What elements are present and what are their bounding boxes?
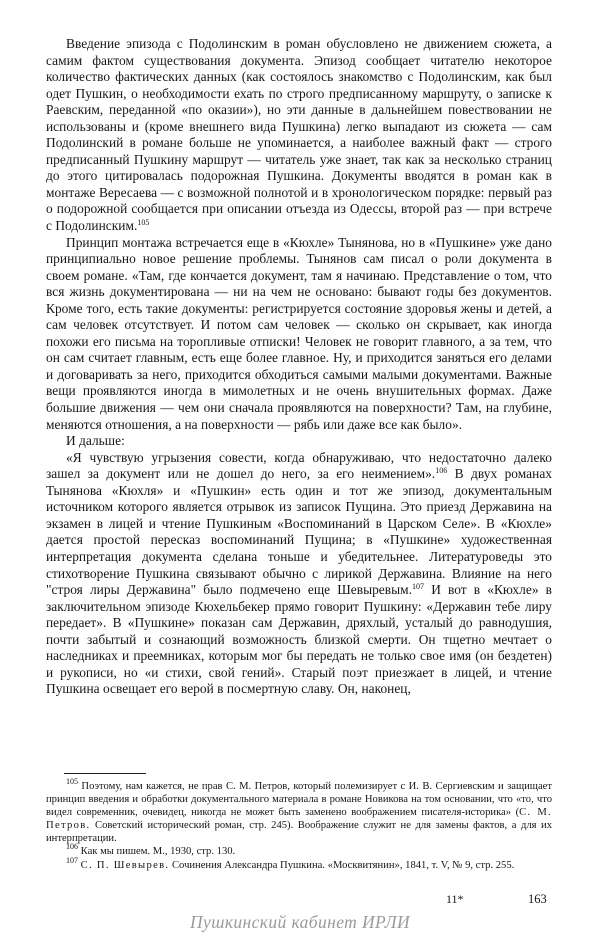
signature-mark: 11* bbox=[446, 892, 464, 906]
footnotes bbox=[46, 777, 552, 872]
paragraph-3: И дальше: bbox=[66, 433, 125, 449]
footnote-ref-107[interactable]: 107 bbox=[412, 582, 425, 592]
footnote-107: $^{107}$ С. П. Шевырев. Сочинения Александра Пушкина. «Москвитянин», 1841, т. V, № 9, стр. 255. bbox=[66, 855, 515, 871]
page-number: 163 bbox=[528, 892, 547, 906]
footnote-105: $^{105}$ Поэтому, нам кажется, не прав С. М. Петров, который полемизирует с И. В. Сергиевским и защищает принцип введения и обработки документального материала в романе Новикова на том основании, что «то, что видел современник, очевидец, никогда не может быть заменено воображением писателя-историка» (С. М. Петров. Советский исторический роман, стр. 245). Воображение служит не для замены фактов, а для их интерпретации. bbox=[46, 777, 552, 845]
footnote-divider bbox=[64, 773, 146, 774]
watermark: Пушкинский кабинет ИРЛИ bbox=[190, 912, 410, 932]
footnote-ref-106[interactable]: 106 bbox=[435, 466, 448, 476]
paragraph-1: Введение эпизода с Подолинским в роман обусловлено не движением сюжета, а самим фактом существования документа. Эпизод сообщает читателю некоторое количество фактических данных (как состоялось знакомство с Подолинским, как был одет Пушкин, о необходимости ехать по строго предписанному маршруту, о записке к Раевским, переданной «по оказии»), но эти данные в дальнейшем повествовании не использованы и (кроме внешнего вида Пушкина) легко выпадают из сюжета — сам Подолинский в романе больше не упоминается, а наиболее важный факт — строго предписанный Пушкину маршрут — читатель уже знает, так как за несколько страниц до этого цитировалась подорожная Пушкина. Документы вводятся в роман как в монтаже Вересаева — с возможной полнотой и в хронологическом порядке: первый раз о подорожной сообщается при описании отъезда из Одессы, второй раз — при встрече с Подолинским.$^{105}$ bbox=[46, 36, 552, 234]
paragraph-4: «Я чувствую угрызения совести, когда обнаруживаю, что недостаточно далеко зашел за документ или не дошел до него, за его неимением».$^{106}$ В двух романах Тынянова «Кюхля» и «Пушкин» есть один и тот же эпизод, документальным источником которого является отрывок из записок Пущина. Это приезд Державина на экзамен в лицей и чтение Пушкиным «Воспоминаний в Царском Селе». В «Кюхле» дается простой пересказ воспоминаний Пущина; в «Пушкине» художественная интерпретация документа сделана тоньше и убедительнее. Литературоведы это стихотворение Пушкина связывают обычно с лирикой Державина. Влияние на него "строя лиры Державина" было подмечено еще Шевыревым.$^{107}$ И вот в «Кюхле» в заключительном эпизоде Кюхельбекер прямо говорит Пушкину: «Державин тебе лиру передает». В «Пушкине» показан сам Державин, дряхлый, усталый до равнодушия, почти забытый и сознающий возможность близкой смерти. Он тщетно мечтает о наследниках и преемниках, которым мог бы передать не только свое имя (он бездетен) и рукописи, но «и стихи, свой гений». Старый поэт приезжает в лицей, и чтение Пушкина освещает его верой в посмертную славу. Он, наконец, bbox=[46, 449, 553, 697]
footnote-106: $^{106}$ Как мы пишем. М., 1930, стр. 130. bbox=[66, 842, 236, 858]
paragraph-2: Принцип монтажа встречается еще в «Кюхле» Тынянова, но в «Пушкине» уже дано принципиально новое решение проблемы. Тынянов сам писал о роли документа в своем романе. «Там, где кончается документ, там я начинаю. Представление о том, что вся жизнь документирована — ни на чем не основано: бывают годы без документов. Кроме того, есть такие документы: регистрируется состояние здоровья жены и детей, а сам человек отсутствует. И потом сам человек — сколько он скрывает, как иногда похожи его письма на торопливые отписки! Человек не говорит главного, а за тем, что он сам считает главным, есть еще более главное. Ну, и приходится заняться его делами и договаривать за него, приходится обходиться самыми малыми документами. Важные вещи проявляются иногда в мимолетных и не очень внушительных формах. Даже большие движения — чем они сначала проявляются на поверхности? Там, на глубине, меняются отношения, а на поверхности — рябь или даже все как было». bbox=[46, 234, 552, 432]
footnote-ref-105[interactable]: 105 bbox=[137, 218, 150, 228]
main-text bbox=[46, 36, 552, 698]
